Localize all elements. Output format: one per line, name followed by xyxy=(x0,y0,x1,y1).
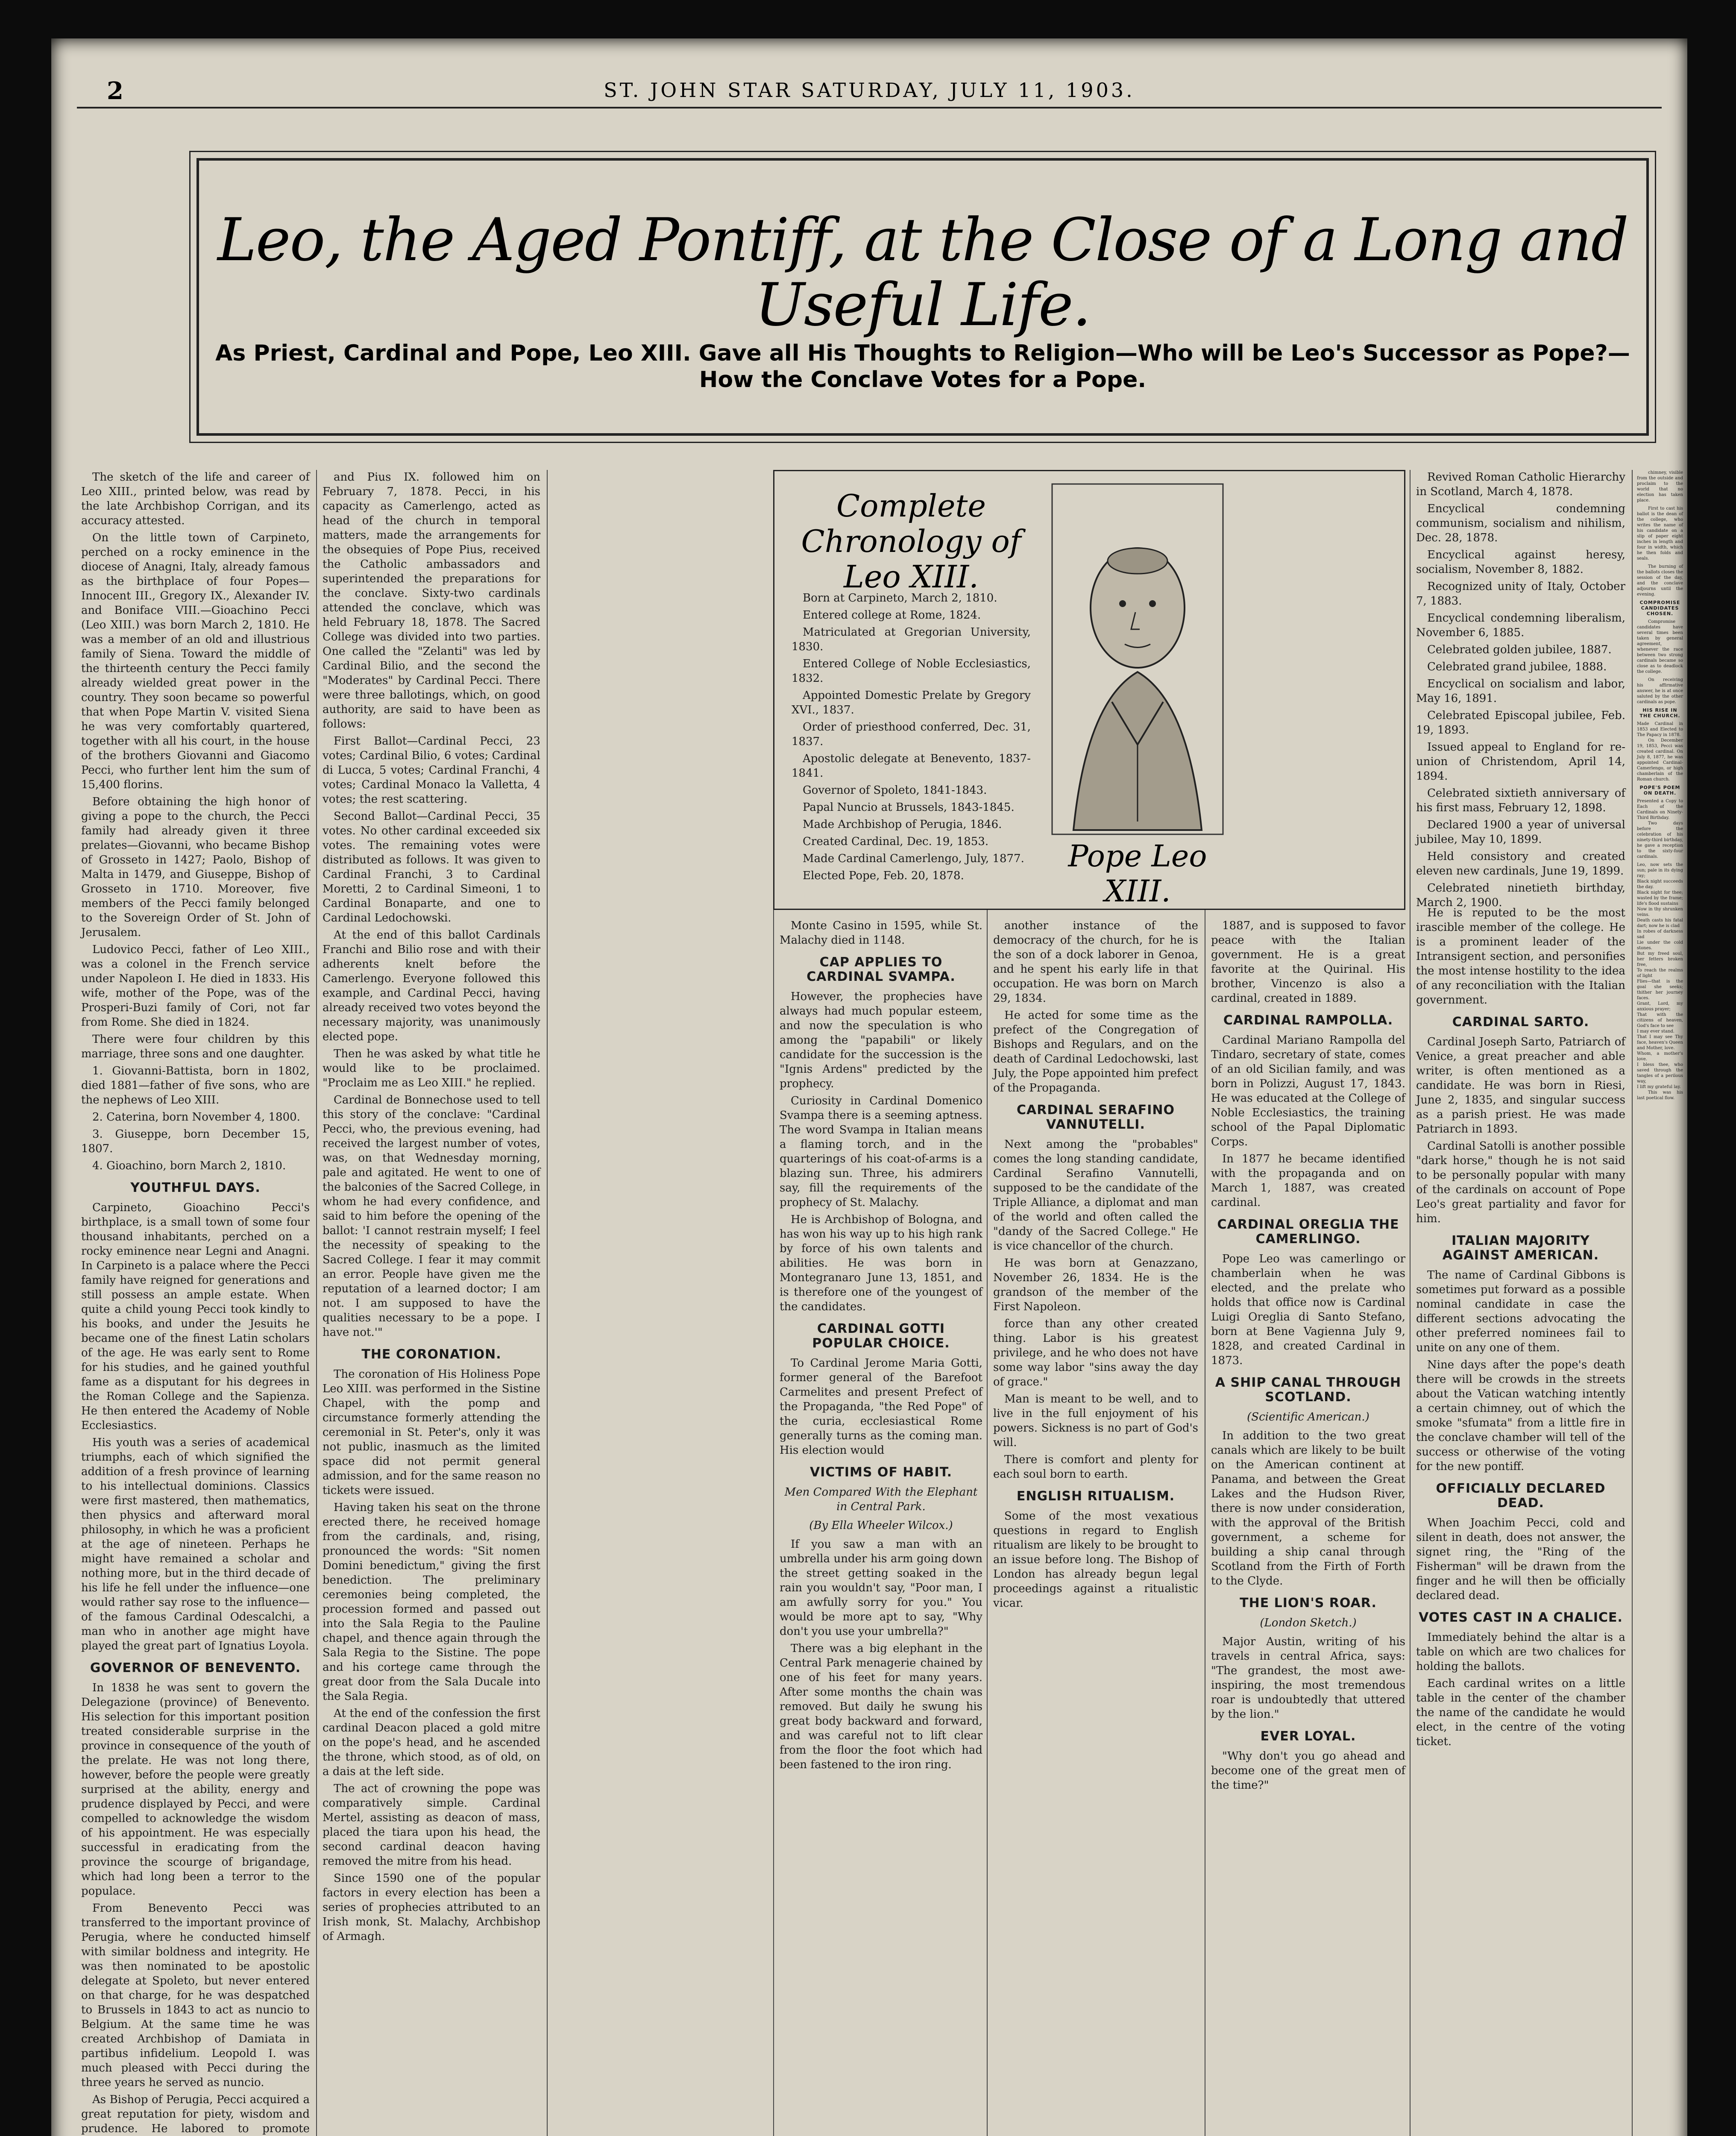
section-heading: THE LION'S ROAR. xyxy=(1240,1596,1377,1611)
chronology-item: Appointed Domestic Prelate by Gregory XVI., 1837. xyxy=(792,689,1031,716)
paragraph: force than any other created thing. Labor is his greatest privilege, and he who does not have some way labor "sins away the day of grace." xyxy=(993,1317,1198,1388)
paragraph: At the end of this ballot Cardinals Franchi and Bilio rose and with their adherents knelt before the Camerlengo. Everyone followed this example, and Cardinal Pecci, having already received two votes beyond the necessary majority, was unanimously elected pope. xyxy=(323,929,540,1043)
poem-line: That I may see Thy face, heaven's Queen and Mother, love. xyxy=(1637,1035,1683,1050)
paragraph: As Bishop of Perugia, Pecci acquired a great reputation for piety, wisdom and prudence. He labored to promote xyxy=(81,2093,310,2135)
section-heading: CARDINAL OREGLIA THE CAMERLINGO. xyxy=(1217,1217,1399,1247)
top-rule xyxy=(77,107,1662,109)
chronology-item: Celebrated grand jubilee, 1888. xyxy=(1427,660,1607,673)
paragraph: and Pius IX. followed him on February 7, 1878. Pecci, in his capacity as Camerlengo, acted as head of the church in temporal matters, made the arrangements for the obsequies of Pope Pius, received the Catholic ambassadors and superintended the preparations for the conclave. Sixty-two cardinals attended the conclave, which was held February 18, 1878. The Sacred College was divided into two parties. One called the "Zelanti" was led by Cardinal Bilio, and the second the "Moderates" by Cardinal Pecci. There were three ballotings, which, on good authority, are said to have been as follows: xyxy=(323,471,540,731)
section-heading: CARDINAL RAMPOLLA. xyxy=(1223,1013,1393,1028)
paragraph: Cardinal de Bonnechose used to tell this story of the conclave: "Cardinal Pecci, who, the previous evening, had received the largest number of votes, was, on that Wednesday morning, pale and agitated. He went to one of the balconies of the Sacred College, in whom he had every confidence, and said to him before the opening of the ballot: 'I cannot restrain myself; I feel the necessity of speaking to the Sacred College. I fear it may commit an error. People have given me the reputation of a learned doctor; I am not. I am supposed to have the qualities necessary to be a pope. I have not.'" xyxy=(323,1094,540,1339)
chronology-item: Celebrated golden jubilee, 1887. xyxy=(1427,643,1612,656)
paragraph: Next among the "probables" comes the long standing candidate, Cardinal Serafino Vannutelli, supposed to be the candidate of the Triple Alliance, a diplomat and man of the world and often called the "dandy of the Sacred College." He is vice chancellor of the church. xyxy=(993,1138,1198,1253)
paragraph: "Why don't you go ahead and become one of the great men of the time?" xyxy=(1211,1750,1405,1792)
chronology-item: Made Cardinal Camerlengo, July, 1877. xyxy=(803,852,1024,865)
poem-line: Lie under the cold stones. xyxy=(1637,940,1683,951)
folio-line: ST. JOHN STAR SATURDAY, JULY 11, 1903. xyxy=(604,79,1135,102)
section-heading: THE CORONATION. xyxy=(361,1347,501,1362)
section-heading: CAP APPLIES TO CARDINAL SVAMPA. xyxy=(806,955,956,984)
section-heading: COMPROMISE CANDIDATES CHOSEN. xyxy=(1639,600,1680,616)
chronology-item: Encyclical against heresy, socialism, November 8, 1882. xyxy=(1416,549,1625,576)
paragraph: Cardinal Joseph Sarto, Patriarch of Venice, a great preacher and able writer, is often mentioned as a candidate. He was born in Riesi, June 2, 1835, and singular success as a parish priest. He was made Patriarch in 1893. xyxy=(1416,1036,1625,1135)
newspaper-page xyxy=(51,38,1687,2136)
section-heading: ENGLISH RITUALISM. xyxy=(1016,1489,1175,1504)
chronology-item: Made Archbishop of Perugia, 1846. xyxy=(803,818,1002,831)
column-7 xyxy=(1637,470,1683,2136)
paragraph: chimney, visible from the outside and proclaim to the world that no election has taken place. xyxy=(1637,470,1683,503)
paragraph: If you saw a man with an umbrella under his arm going down the street getting soaked in the rain you wouldn't say, "Poor man, I am awfully sorry for you." You would be more apt to say, "Why don't you use your umbrella?" xyxy=(780,1538,982,1638)
paragraph: Pope Leo was camerlingo or chamberlain when he was elected, and the prelate who holds that office now is Cardinal Luigi Oreglia di Santo Stefano, born at Bene Vagienna July 9, 1828, and created Cardinal in 1873. xyxy=(1211,1253,1405,1367)
byline: (Scientific American.) xyxy=(1247,1411,1369,1423)
paragraph: When Joachim Pecci, cold and silent in death, does not answer, the signet ring, the "Ring of the Fisherman" will be drawn from the finger and he will then be officially declared dead. xyxy=(1416,1517,1625,1602)
paragraph: Before obtaining the high honor of giving a pope to the church, the Pecci family had already given it three prelates—Giovanni, who became Bishop of Grosseto in 1427; Paolo, Bishop of Malta in 1479, and Giuseppe, Bishop of Grosseto in 1710. Moreover, five members of the Pecci family belonged to the Sovereign Order of St. John of Jerusalem. xyxy=(81,795,310,939)
paragraph: Ludovico Pecci, father of Leo XIII., was a colonel in the French service under Napoleon I. He died in 1833. His wife, mother of the Pope, was of the Prosperi-Buzi family of Cori, not far from Rome. She died in 1824. xyxy=(81,943,310,1029)
paragraph: In 1838 he was sent to govern the Delegazione (province) of Benevento. His selection for this important position treated considerable surprise in the province in consequence of the youth of the prelate. He was not long there, however, before the people were greatly surprised at the ability, energy and prudence displayed by Pecci, and were compelled to acknowledge the wisdom of his appointment. He was especially successful in eradicating from the province the scourge of brigandage, which had long been a terror to the populace. xyxy=(81,1681,310,1898)
paragraph: This was his last poetical flow. xyxy=(1637,1090,1683,1100)
section-heading: ITALIAN MAJORITY AGAINST AMERICAN. xyxy=(1442,1233,1599,1263)
poem-line: Death casts his fatal dart; now he is clad xyxy=(1637,918,1683,928)
section-heading: CARDINAL SARTO. xyxy=(1452,1015,1589,1030)
paragraph: Nine days after the pope's death there will be crowds in the streets about the Vatican watching intently a certain chimney, out of which the smoke "sfumata" from a little fire in the conclave chamber will tell of the success or otherwise of the voting for the new pontiff. xyxy=(1416,1358,1625,1473)
subheading: Presented a Copy to Each of the Cardinals on Ninety-Third Birthday. xyxy=(1637,799,1683,820)
paragraph: Having taken his seat on the throne erected there, he received homage from the cardinals, and, rising, pronounced the words: "Sit nomen Domini benedictum," giving the first benediction. The preliminary ceremonies being completed, the procession formed and passed out into the Sala Regia to the Pauline chapel, and thence again through the Sala Regia to the Sistine. The pope and his cortege came through the great door from the Sala Ducale into the Sala Regia. xyxy=(323,1501,540,1703)
paragraph: another instance of the democracy of the church, for he is the son of a dock laborer in Genoa, and he spent his early life in that occupation. He was born on March 29, 1834. xyxy=(993,919,1198,1005)
column-3 xyxy=(780,918,982,2136)
paragraph: Then he was asked by what title he would like to be proclaimed. "Proclaim me as Leo XIII." he replied. xyxy=(323,1047,540,1089)
paragraph: He was born at Genazzano, November 26, 1834. He is the grandson of the member of the First Napoleon. xyxy=(993,1257,1198,1313)
paragraph: Major Austin, writing of his travels in central Africa, says: "The grandest, the most awe-inspiring, the most tremendous roar is undoubtedly that uttered by the lion." xyxy=(1211,1635,1405,1721)
paragraph: Some of the most vexatious questions in regard to English ritualism are likely to be brought to an issue before long. The Bishop of London has already begun legal proceedings against a ritualistic vicar. xyxy=(993,1510,1198,1610)
chronology-box xyxy=(773,470,1405,910)
chronology-item: Encyclical on socialism and labor, May 16, 1891. xyxy=(1416,678,1625,705)
chronology-item: Governor of Spoleto, 1841-1843. xyxy=(803,784,987,797)
subheadline: As Priest, Cardinal and Pope, Leo XIII. Gave all His Thoughts to Religion—Who will be Leo's Successor as Pope?—How the Conclave Votes for a Pope. xyxy=(215,340,1630,393)
paragraph: In 1877 he became identified with the propaganda and on March 1, 1887, was created cardinal. xyxy=(1211,1153,1405,1209)
poem-line: Now in thy shrunken veins. xyxy=(1637,907,1683,917)
paragraph: There were four children by this marriage, three sons and one daughter. xyxy=(81,1033,310,1060)
chronology-item: Order of priesthood conferred, Dec. 31, 1837. xyxy=(792,721,1031,748)
section-heading: A SHIP CANAL THROUGH SCOTLAND. xyxy=(1215,1375,1402,1405)
section-heading: GOVERNOR OF BENEVENTO. xyxy=(90,1661,301,1675)
chronology-item: Entered college at Rome, 1824. xyxy=(803,609,981,622)
section-heading: POPE'S POEM ON DEATH. xyxy=(1639,785,1680,796)
paragraph: He is Archbishop of Bologna, and has won his way up to his high rank by force of his own talents and abilities. He was born in Montegranaro June 13, 1851, and is therefore one of the youngest of the candidates. xyxy=(780,1213,982,1313)
chronology-right-list xyxy=(1416,470,1625,909)
paragraph: At the end of the confession the first cardinal Deacon placed a gold mitre on the pope's head, and he ascended the throne, which stood, as of old, on a dais at the left side. xyxy=(323,1707,540,1778)
paragraph: His youth was a series of academical triumphs, each of which signified the addition of a fresh province of learning to his intellectual dominions. Classics were first mastered, then mathematics, then physics and afterward moral philosophy, in which he was a proficient at the age of nineteen. Perhaps he might have remained a scholar and nothing more, but in the third decade of his life he fell under the influence—one would rather say rose to the influence—of the famous Cardinal Odescalchi, a man who in another age might have played the great part of Ignatius Loyola. xyxy=(81,1436,310,1652)
poem-line: Black night succeeds the day. xyxy=(1637,879,1683,889)
chronology-left-list xyxy=(792,591,1031,907)
column-rule xyxy=(316,470,317,2136)
chronology-item: Recognized unity of Italy, October 7, 1883. xyxy=(1416,580,1625,607)
paragraph: The coronation of His Holiness Pope Leo XIII. was performed in the Sistine Chapel, with the pomp and circumstance formerly attending the ceremonial in St. Peter's, only it was not public, inasmuch as the limited space did not permit general admission, and for the same reason no tickets were issued. xyxy=(323,1368,540,1497)
poem-line: I lift my grateful lay. xyxy=(1637,1085,1681,1089)
column-rule xyxy=(547,470,548,2136)
chronology-item: Matriculated at Gregorian University, 1830. xyxy=(792,626,1031,653)
folio xyxy=(51,77,1687,107)
paragraph: 1. Giovanni-Battista, born in 1802, died 1881—father of five sons, who are the nephews of Leo XIII. xyxy=(81,1065,310,1106)
subheading: Made Cardinal in 1853 and Elected to The Papacy in 1878. xyxy=(1637,722,1683,737)
byline: (London Sketch.) xyxy=(1260,1617,1357,1629)
paragraph: Since 1590 one of the popular factors in every election has been a series of prophecies attributed to an Irish monk, St. Malachy, Archbishop of Armagh. xyxy=(323,1872,540,1943)
chronology-item: Held consistory and created eleven new cardinals, June 19, 1899. xyxy=(1416,850,1625,877)
section-heading: VOTES CAST IN A CHALICE. xyxy=(1419,1610,1623,1625)
paragraph: The burning of the ballots closes the session of the day, and the conclave adjourns until the evening. xyxy=(1637,564,1683,597)
paragraph: He acted for some time as the prefect of the Congregation of Bishops and Regulars, and on the death of Cardinal Ledochowski, last July, the Pope appointed him prefect of the Propaganda. xyxy=(993,1009,1198,1094)
paragraph: 2. Caterina, born November 4, 1800. xyxy=(92,1111,300,1124)
poem-line: Grant, Lord, my anxious prayer; xyxy=(1637,1001,1683,1012)
paragraph: On December 19, 1853, Pecci was created cardinal. On July 8, 1877, he was appointed Cardinal-Camerlengo, or high chamberlain of the Roman church. xyxy=(1637,738,1683,782)
paragraph: First to cast his ballot is the dean of the college, who writes the name of his candidate on a slip of paper eight inches in length and four in width, which he then folds and seals. xyxy=(1637,506,1683,561)
paragraph: Man is meant to be well, and to live in the full enjoyment of his powers. Sickness is no part of God's will. xyxy=(993,1393,1198,1449)
paragraph: Immediately behind the altar is a table on which are two chalices for holding the ballots. xyxy=(1416,1631,1625,1673)
section-heading: HIS RISE IN THE CHURCH. xyxy=(1639,707,1680,719)
poem-line: Leo, now sets the sun; pale in its dying ray; xyxy=(1637,863,1683,878)
paragraph: The name of Cardinal Gibbons is sometimes put forward as a possible nominal candidate in case the different sections advocating the other preferred nominees fail to unite on any one of them. xyxy=(1416,1269,1625,1354)
paragraph: In addition to the two great canals which are likely to be built on the American continent at Panama, and between the Great Lakes and the Hudson River, there is now under consideration, with the approval of the British government, a scheme for building a ship canal through Scotland from the Firth of Forth to the Clyde. xyxy=(1211,1429,1405,1587)
paragraph: Two days before the celebration of his ninety-third birthday, he gave a reception to the sixty-four cardinals. xyxy=(1637,821,1683,859)
byline: (By Ella Wheeler Wilcox.) xyxy=(809,1519,953,1532)
paragraph: There is comfort and plenty for each soul born to earth. xyxy=(993,1453,1198,1481)
column-5 xyxy=(1211,918,1405,2136)
chronology-item: Encyclical condemning liberalism, November 6, 1885. xyxy=(1416,612,1625,639)
paragraph: On receiving his affirmative answer, he is at once saluted by the other cardinals as pope. xyxy=(1637,678,1683,704)
chronology-item: Born at Carpineto, March 2, 1810. xyxy=(803,592,997,604)
poem-line: Flies—that is the goal she seeks; thither her journey faces. xyxy=(1637,979,1683,1001)
section-heading: CARDINAL GOTTI POPULAR CHOICE. xyxy=(812,1321,950,1351)
paragraph: Each cardinal writes on a little table in the center of the chamber the name of the candidate he would elect, in the centre of the voting ticket. xyxy=(1416,1677,1625,1748)
chronology-item: Declared 1900 a year of universal jubilee, May 10, 1899. xyxy=(1416,819,1625,846)
pope-portrait-engraving xyxy=(1048,480,1227,864)
page-number: 2 xyxy=(107,77,123,105)
banner-box xyxy=(196,158,1649,436)
poem-line: Whom, a mother's love. xyxy=(1637,1051,1683,1062)
paragraph: To Cardinal Jerome Maria Gotti, former general of the Barefoot Carmelites and present Prefect of the Propaganda, "the Red Pope" of the curia, ecclesiastical Rome generally turns as the coming man. His election would xyxy=(780,1357,982,1457)
chronology-item: Papal Nuncio at Brussels, 1843-1845. xyxy=(803,801,1015,814)
poem-line: I bless thee, who saved through the tangles of a perilous way, xyxy=(1637,1062,1683,1084)
section-heading: VICTIMS OF HABIT. xyxy=(809,1465,953,1480)
poem-line: In robes of darkness sad xyxy=(1637,929,1683,939)
paragraph: There was a big elephant in the Central Park menagerie chained by one of his feet for many years. After some months the chain was removed. But daily he swung his great body backward and forward, and was careful not to lift clear from the floor the foot which had been fastened to the iron ring. xyxy=(780,1642,982,1771)
paragraph: 4. Gioachino, born March 2, 1810. xyxy=(92,1159,286,1172)
chronology-item: Created Cardinal, Dec. 19, 1853. xyxy=(803,835,989,848)
column-4 xyxy=(993,918,1198,2136)
subheading: Men Compared With the Elephant in Central Park. xyxy=(784,1486,978,1513)
paragraph: 3. Giuseppe, born December 15, 1807. xyxy=(81,1128,310,1155)
section-heading: OFFICIALLY DECLARED DEAD. xyxy=(1436,1481,1606,1511)
paragraph: However, the prophecies have always had much popular esteem, and now the speculation is who among the "papabili" or likely candidate for the succession is the "Ignis Ardens" predicted by the prophecy. xyxy=(780,990,982,1090)
section-heading: CARDINAL SERAFINO VANNUTELLI. xyxy=(1017,1103,1175,1132)
poem-line: But my freed soul, her fetters broken free, xyxy=(1637,951,1683,967)
paragraph: Cardinal Mariano Rampolla del Tindaro, secretary of state, comes of an old Sicilian family, and was born in Polizzi, August 17, 1843. He was educated at the College of Noble Ecclesiastics, the training school of the Papal Diplomatic Corps. xyxy=(1211,1034,1405,1148)
chronology-item: Celebrated ninetieth birthday, March 2, 1900. xyxy=(1416,882,1625,909)
paragraph: Carpineto, Gioachino Pecci's birthplace, is a small town of some four thousand inhabitants, perched on a rocky eminence near Legni and Anagni. In Carpineto is a palace where the Pecci family have reigned for generations and still possess an ample estate. When quite a child young Pecci took kindly to his books, and under the Jesuits he became one of the finest Latin scholars of the age. He was early sent to Rome for his studies, and he gained youthful fame as a disputant for his degrees in the Roman College and the Sapienza. He then entered the Academy of Noble Ecclesiastics. xyxy=(81,1201,310,1432)
column-1 xyxy=(81,470,310,2136)
chronology-item: Celebrated Episcopal jubilee, Feb. 19, 1893. xyxy=(1416,709,1625,736)
paragraph: First Ballot—Cardinal Pecci, 23 votes; Cardinal Bilio, 6 votes; Cardinal di Lucca, 5 votes; Cardinal Franchi, 4 votes; Cardinal Monaco la Valletta, 4 votes; the rest scattering. xyxy=(323,735,540,806)
portrait-caption: Pope Leo XIII. xyxy=(1068,839,1207,909)
column-6 xyxy=(1416,906,1625,2136)
section-heading: YOUTHFUL DAYS. xyxy=(130,1180,261,1195)
poem-line: To reach the realms of light xyxy=(1637,968,1683,978)
paragraph: Compromise candidates have several times been taken by general agreement, whenever the race between two strong cardinals became so close as to deadlock the college. xyxy=(1637,619,1683,674)
paragraph: From Benevento Pecci was transferred to the important province of Perugia, where he conducted himself with similar boldness and integrity. He was then nominated to be apostolic delegate at Spoleto, but never entered on that charge, for he was despatched to Brussels in 1843 to act as nuncio to Belgium. At the same time he was created Archbishop of Damiata in partibus infidelium. Leopold I. was much pleased with Pecci during the three years he served as nuncio. xyxy=(81,1902,310,2089)
paragraph: The sketch of the life and career of Leo XIII., printed below, was read by the late Archbishop Corrigan, and its accuracy attested. xyxy=(81,471,310,527)
paragraph: He is reputed to be the most irascible member of the college. He is a prominent leader of the Intransigent section, and personifies the most intense hostility to the idea of any reconciliation with the Italian government. xyxy=(1416,907,1625,1006)
chronology-title: Complete Chronology of Leo XIII. xyxy=(801,488,1021,595)
paragraph: Second Ballot—Cardinal Pecci, 35 votes. No other cardinal exceeded six votes. The remaining votes were distributed as follows. It was given to Cardinal Franchi, 3 to Cardinal Moretti, 2 to Cardinal Simeoni, 1 to Cardinal Bonaparte, and one to Cardinal Ledochowski. xyxy=(323,810,540,924)
paragraph: 1887, and is supposed to favor peace with the Italian government. He is a great favorite at the Quirinal. His brother, Vincenzo is also a cardinal, created in 1889. xyxy=(1211,919,1405,1005)
poem-line: That with the citizens of heaven, God's face to see xyxy=(1637,1012,1683,1028)
paragraph: Cardinal Satolli is another possible "dark horse," though he is not said to be personally popular with many of the cardinals on account of Pope Leo's great partiality and favor for him. xyxy=(1416,1140,1625,1225)
column-2 xyxy=(323,470,540,2136)
poem-line: I may ever stand. xyxy=(1637,1029,1674,1034)
paragraph: Curiosity in Cardinal Domenico Svampa there is a seeming aptness. The word Svampa in Italian means a flaming torch, and in the quarterings of his coat-of-arms is a blazing sun. Three, his admirers say, fill the requirements of the prophecy of St. Malachy. xyxy=(780,1094,982,1209)
paragraph: On the little town of Carpineto, perched on a rocky eminence in the diocese of Anagni, Italy, already famous as the birthplace of four Popes—Innocent III., Gregory IX., Alexander IV. and Boniface VIII.—Gioachino Pecci (Leo XIII.) was born March 2, 1810. He was a member of an old and illustrious family of Siena. Toward the middle of the thirteenth century the Pecci family already wielded great power in the country. They soon became so powerful that when Pope Martin V. visited Siena he was very comfortably quartered, together with all his court, in the house of the brothers Giovanni and Giacomo Pecci, who further lent him the sum of 15,400 florins. xyxy=(81,531,310,791)
chronology-item: Apostolic delegate at Benevento, 1837-1841. xyxy=(792,752,1031,780)
paragraph: The act of crowning the pope was comparatively simple. Cardinal Mertel, assisting as deacon of mass, placed the tiara upon his head, the second cardinal deacon having removed the mitre from his head. xyxy=(323,1782,540,1868)
paragraph: Monte Casino in 1595, while St. Malachy died in 1148. xyxy=(780,919,982,947)
chronology-item: Celebrated sixtieth anniversary of his first mass, February 12, 1898. xyxy=(1416,787,1625,814)
chronology-item: Encyclical condemning communism, socialism and nihilism, Dec. 28, 1878. xyxy=(1416,502,1625,544)
chronology-item: Entered College of Noble Ecclesiastics, 1832. xyxy=(792,657,1031,685)
poem-line: Black night for thee; wasted by the frame; life's flood sustains xyxy=(1637,890,1683,906)
chronology-item: Issued appeal to England for re-union of Christendom, April 14, 1894. xyxy=(1416,741,1625,783)
chronology-item: Revived Roman Catholic Hierarchy in Scotland, March 4, 1878. xyxy=(1416,471,1625,498)
column-rule xyxy=(1632,470,1633,2136)
column-rule xyxy=(987,910,988,2136)
section-heading: EVER LOYAL. xyxy=(1260,1729,1356,1744)
headline: Leo, the Aged Pontiff, at the Close of a Long and Useful Life. xyxy=(217,205,1628,339)
chronology-item: Elected Pope, Feb. 20, 1878. xyxy=(803,869,964,882)
